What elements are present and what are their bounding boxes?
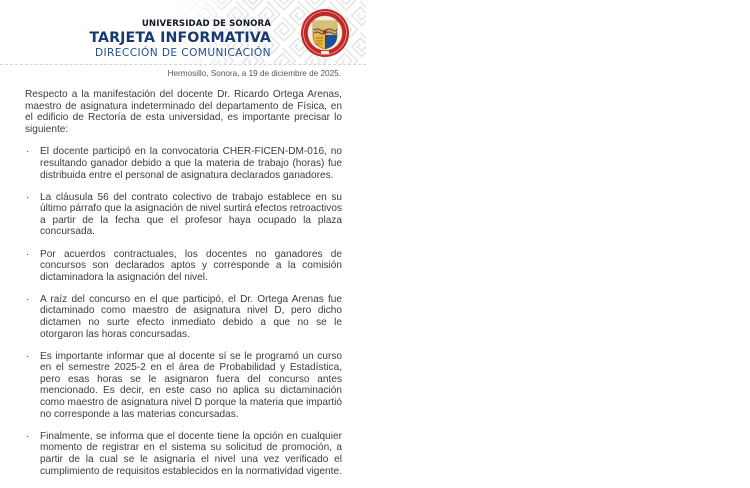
- document-title: TARJETA INFORMATIVA: [89, 30, 271, 46]
- point-text: La cláusula 56 del contrato colectivo de trabajo establece en su último párrafo que la asignación de nivel surtirá efectos retroactivos a partir de la fecha que el profesor haya ocupado la plaza concursada.: [40, 191, 342, 238]
- institution-name: UNIVERSIDAD DE SONORA: [141, 19, 271, 29]
- list-item: [25, 146, 342, 181]
- list-item: [25, 294, 342, 340]
- letterhead: [0, 0, 366, 65]
- list-item: [25, 351, 342, 421]
- bullet-icon: ·: [26, 350, 30, 362]
- list-item: [25, 192, 342, 238]
- point-text: Finalmente, se informa que el docente tiene la opción en cualquier momento de registrar en el sistema su solicitud de promoción, a partir de la cual se le asignaría el nivel una vez verificado el cumplimiento de requisitos establecidos en la normatividad vigente.: [40, 430, 342, 477]
- university-seal-icon: [300, 8, 350, 58]
- bullet-icon: ·: [26, 191, 30, 203]
- list-item: [25, 249, 342, 284]
- points-list: [25, 146, 342, 477]
- point-text: Es importante informar que al docente sí se le programó un curso en el semestre 2025-2 en el área de Probabilidad y Estadística, pero esas horas se le asignaron fuera del concurso antes mencionado. Es decir, en este caso no aplica su dictaminación como maestro de asignatura nivel D porque la materia que impartió no corresponde a las materias concursadas.: [40, 350, 342, 420]
- info-card-page: [0, 0, 366, 476]
- bullet-icon: ·: [26, 430, 30, 442]
- department-name: DIRECCIÓN DE COMUNICACIÓN: [94, 47, 271, 59]
- point-text: El docente participó en la convocatoria CHER-FICEN-DM-016, no resultando ganador debido a que la materia de trabajo (horas) fue distribuida entre el personal de asignatura declarados ganadores.: [40, 146, 342, 181]
- header-divider: [0, 64, 366, 65]
- point-text: A raíz del concurso en el que participó, el Dr. Ortega Arenas fue dictaminado como maestro de asignatura nivel D, pero dicho dictamen no surte efecto inmediato debido a que no se le otorgaron las horas concursadas.: [40, 293, 342, 340]
- intro-paragraph: Respecto a la manifestación del docente Dr. Ricardo Ortega Arenas, maestro de asignatura indeterminado del departamento de Física, en el edificio de Rectoría de esta universidad, es importante precisar lo siguiente:: [25, 89, 342, 135]
- bullet-icon: ·: [26, 293, 30, 305]
- bullet-icon: ·: [26, 248, 30, 260]
- date-line: Hermosillo, Sonora, a 19 de diciembre de 2025.: [167, 69, 341, 78]
- bullet-icon: ·: [26, 146, 30, 158]
- document-body: [25, 89, 342, 488]
- point-text: Por acuerdos contractuales, los docentes no ganadores de concursos son declarados aptos y corresponde a la comisión dictaminadora la asignación del nivel.: [40, 248, 342, 283]
- list-item: [25, 431, 342, 477]
- letterhead-text: [89, 19, 271, 60]
